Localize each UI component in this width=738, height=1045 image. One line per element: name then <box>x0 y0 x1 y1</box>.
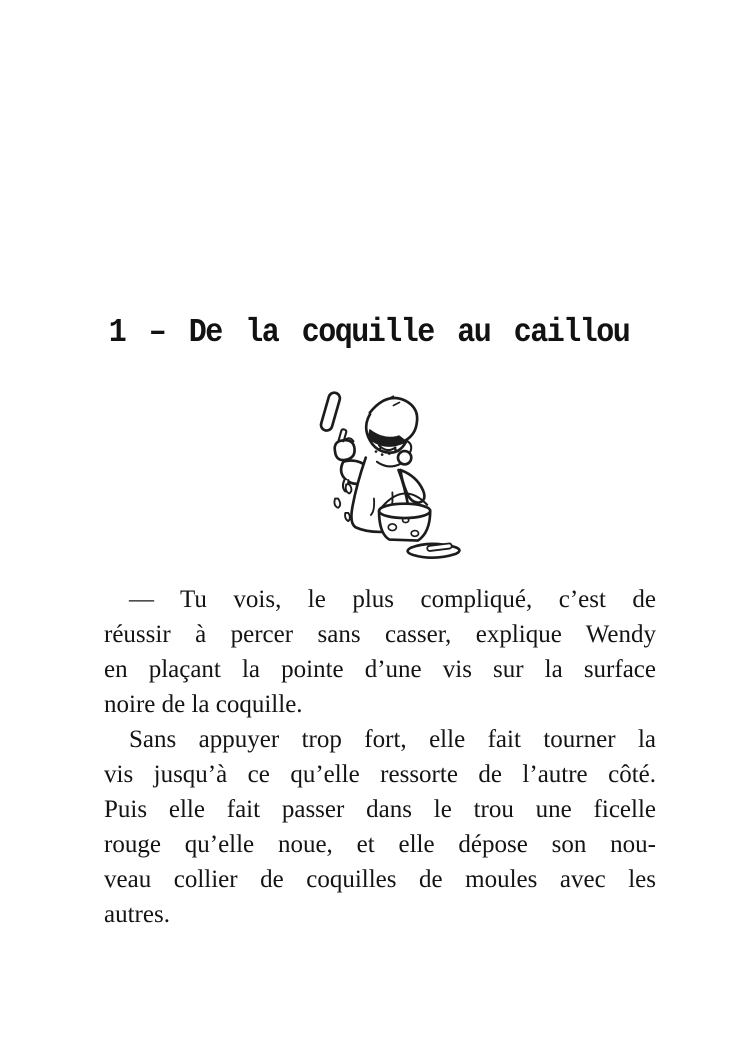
text-line: noire de la coquille. <box>104 691 303 718</box>
paintbrush-icon <box>320 391 342 431</box>
gnome-painter-illustration <box>288 384 466 560</box>
paragraph-2 <box>104 722 656 932</box>
text-line: réussir à percer sans casser, explique Wendy <box>104 621 656 648</box>
text-line: Puis elle fait passer dans le trou une ficelle <box>104 796 656 823</box>
body-text <box>104 582 656 932</box>
text-line: Sans appuyer trop fort, elle fait tourner la <box>129 726 656 753</box>
paragraph-1 <box>104 582 656 722</box>
text-line: autres. <box>104 901 170 928</box>
text-line: rouge qu’elle noue, et elle dépose son nou- <box>104 831 656 858</box>
text-line: — Tu vois, le plus compliqué, c’est de <box>129 586 656 613</box>
chapter-title: 1 – De la coquille au caillou <box>108 314 630 353</box>
text-line: vis jusqu’à ce qu’elle ressorte de l’autre côté. <box>104 761 656 788</box>
text-line: veau collier de coquilles de moules avec les <box>104 866 656 893</box>
text-line: en plaçant la pointe d’une vis sur la surface <box>104 656 656 683</box>
